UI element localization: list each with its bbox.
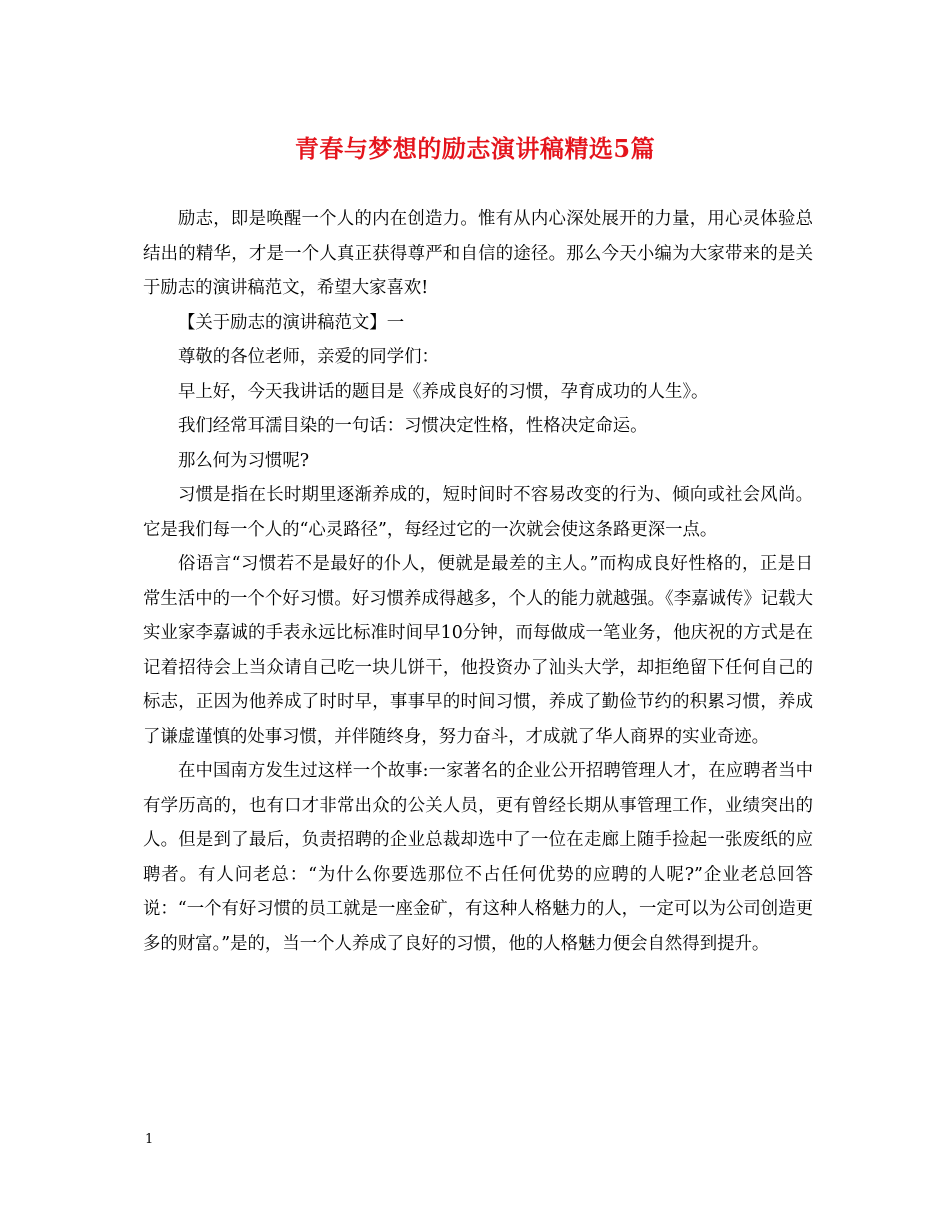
paragraph-section-heading: 【关于励志的演讲稿范文】一 xyxy=(178,312,405,333)
paragraph-greeting: 早上好，今天我讲话的题目是《养成良好的习惯，孕育成功的人生》。 xyxy=(178,381,709,402)
paragraph-salutation: 尊敬的各位老师，亲爱的同学们： xyxy=(178,347,439,367)
paragraph-intro: 励志，即是唤醒一个人的内在创造力。惟有从内心深处展开的力量，用心灵体验总结出的精华，才是一个人真正获得尊严和自信的途径。那么今天小编为大家带来的是关于励志的演讲稿范文，希望大家喜欢! xyxy=(143,209,813,298)
document-title: 青春与梦想的励志演讲稿精选5篇 xyxy=(294,134,656,163)
paragraph-saying: 我们经常耳濡目染的一句话：习惯决定性格，性格决定命运。 xyxy=(178,416,648,436)
paragraph-definition: 习惯是指在长时期里逐渐养成的，短时间时不容易改变的行为、倾向或社会风尚。它是我们每一个人的“心灵路径”，每经过它的一次就会使这条路更深一点。 xyxy=(143,485,813,540)
paragraph-question: 那么何为习惯呢? xyxy=(178,450,310,471)
document-body xyxy=(143,202,813,961)
page-number: 1 xyxy=(145,1132,154,1147)
paragraph-story: 在中国南方发生过这样一个故事:一家著名的企业公开招聘管理人才，在应聘者当中有学历高的，也有口才非常出众的公关人员，更有曾经长期从事管理工作，业绩突出的人。但是到了最后，负责招聘的企业总裁却选中了一位在走廊上随手捡起一张废纸的应聘者。有人问老总：“为什么你要选那位不占任何优势的应聘的人呢?”企业老总回答说：“一个有好习惯的员工就是一座金矿，有这种人格魅力的人，一定可以为公司创造更多的财富。”是的，当一个人养成了良好的习惯，他的人格魅力便会自然得到提升。 xyxy=(143,761,813,954)
paragraph-example: 俗语言“习惯若不是最好的仆人，便就是最差的主人。”而构成良好性格的，正是日常生活中的一个个好习惯。好习惯养成得越多，个人的能力就越强。《李嘉诚传》记载大实业家李嘉诚的手表永远比标准时间早10分钟，而每做成一笔业务，他庆祝的方式是在记着招待会上当众请自己吃一块儿饼干，他投资办了汕头大学，却拒绝留下任何自己的标志，正因为他养成了时时早，事事早的时间习惯，养成了勤俭节约的积累习惯，养成了谦虚谨慎的处事习惯，并伴随终身，努力奋斗，才成就了华人商界的实业奇迹。 xyxy=(143,554,813,747)
